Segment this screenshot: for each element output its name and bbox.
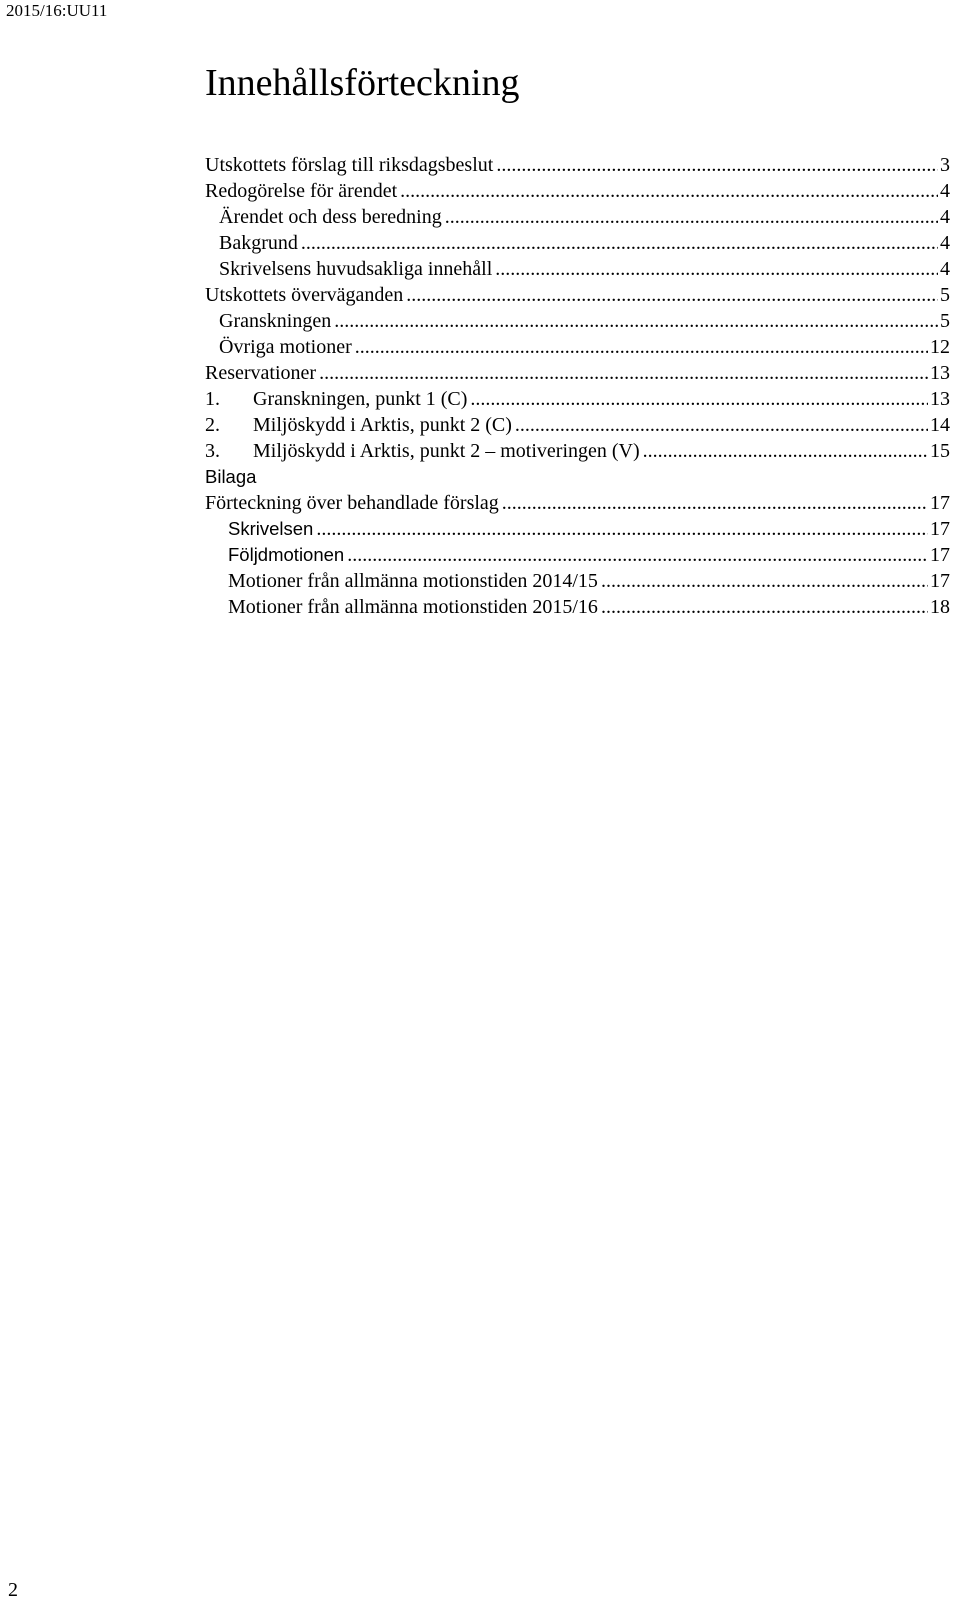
toc-entry-label: Miljöskydd i Arktis, punkt 2 – motiveringen (V) bbox=[253, 440, 640, 462]
toc-entry-ovriga-motioner[interactable] bbox=[205, 334, 950, 360]
toc-entry-label: Skrivelsen bbox=[228, 518, 314, 539]
toc-entry-label: Miljöskydd i Arktis, punkt 2 (C) bbox=[253, 414, 512, 436]
toc-entry-forteckning[interactable] bbox=[205, 490, 950, 516]
toc-entry-label: Skrivelsens huvudsakliga innehåll bbox=[219, 258, 493, 280]
toc-entry-number: 1. bbox=[205, 388, 220, 410]
toc-entry-motioner-2014-15[interactable] bbox=[205, 568, 950, 594]
dot-leader bbox=[515, 412, 928, 438]
toc-entry-page: 17 bbox=[930, 544, 950, 566]
toc-entry-page: 4 bbox=[940, 232, 950, 254]
table-of-contents bbox=[205, 152, 950, 620]
toc-entry-page: 3 bbox=[940, 154, 950, 176]
toc-entry-redogorelse[interactable] bbox=[205, 178, 950, 204]
toc-entry-label: Övriga motioner bbox=[219, 336, 352, 358]
dot-leader bbox=[301, 230, 938, 256]
toc-entry-label: Redogörelse för ärendet bbox=[205, 180, 398, 202]
toc-entry-number: 3. bbox=[205, 440, 220, 462]
toc-entry-page: 12 bbox=[930, 336, 950, 358]
toc-entry-skrivelsen[interactable] bbox=[205, 516, 950, 542]
toc-entry-label: Granskningen bbox=[219, 310, 332, 332]
page-title: Innehållsförteckning bbox=[205, 62, 520, 104]
toc-entry-page: 4 bbox=[940, 206, 950, 228]
document-id: 2015/16:UU11 bbox=[6, 1, 108, 20]
toc-entry-label: Bakgrund bbox=[219, 232, 298, 254]
dot-leader bbox=[355, 334, 928, 360]
toc-entry-label: Utskottets förslag till riksdagsbeslut bbox=[205, 154, 494, 176]
toc-entry-label: Utskottets överväganden bbox=[205, 284, 404, 306]
toc-entry-page: 5 bbox=[940, 310, 950, 332]
dot-leader bbox=[406, 282, 938, 308]
dot-leader bbox=[601, 594, 928, 620]
toc-entry-bakgrund[interactable] bbox=[205, 230, 950, 256]
toc-entry-page: 13 bbox=[930, 362, 950, 384]
toc-entry-reservationer[interactable] bbox=[205, 360, 950, 386]
toc-entry-page: 17 bbox=[930, 492, 950, 514]
toc-entry-foljdmotionen[interactable] bbox=[205, 542, 950, 568]
toc-entry-granskningen[interactable] bbox=[205, 308, 950, 334]
toc-entry-label: Motioner från allmänna motionstiden 2014/15 bbox=[228, 570, 598, 592]
dot-leader bbox=[334, 308, 938, 334]
toc-entry-label: Granskningen, punkt 1 (C) bbox=[253, 388, 468, 410]
dot-leader bbox=[643, 438, 928, 464]
toc-entry-page: 18 bbox=[930, 596, 950, 618]
toc-entry-arendet[interactable] bbox=[205, 204, 950, 230]
toc-entry-page: 17 bbox=[930, 518, 950, 540]
dot-leader bbox=[496, 152, 938, 178]
toc-entry-label: Förteckning över behandlade förslag bbox=[205, 492, 499, 514]
toc-entry-utskottets-forslag[interactable] bbox=[205, 152, 950, 178]
dot-leader bbox=[601, 568, 928, 594]
dot-leader bbox=[502, 490, 928, 516]
dot-leader bbox=[470, 386, 928, 412]
toc-entry-label: Följdmotionen bbox=[228, 544, 345, 565]
toc-entry-page: 5 bbox=[940, 284, 950, 306]
toc-entry-reservation-2[interactable] bbox=[205, 412, 950, 438]
toc-entry-label: Motioner från allmänna motionstiden 2015/16 bbox=[228, 596, 598, 618]
toc-entry-label: Ärendet och dess beredning bbox=[219, 206, 442, 228]
toc-entry-page: 17 bbox=[930, 570, 950, 592]
toc-entry-reservation-3[interactable] bbox=[205, 438, 950, 464]
toc-entry-label: Bilaga bbox=[205, 466, 257, 487]
toc-entry-skrivelsens-innehall[interactable] bbox=[205, 256, 950, 282]
toc-entry-page: 14 bbox=[930, 414, 950, 436]
dot-leader bbox=[400, 178, 938, 204]
toc-entry-number: 2. bbox=[205, 414, 220, 436]
dot-leader bbox=[319, 360, 928, 386]
page-number: 2 bbox=[8, 1579, 18, 1601]
dot-leader bbox=[347, 542, 928, 568]
toc-entry-page: 4 bbox=[940, 258, 950, 280]
dot-leader bbox=[495, 256, 938, 282]
toc-entry-bilaga[interactable] bbox=[205, 464, 950, 490]
toc-entry-page: 13 bbox=[930, 388, 950, 410]
toc-entry-overvaganden[interactable] bbox=[205, 282, 950, 308]
toc-entry-page: 15 bbox=[930, 440, 950, 462]
toc-entry-label: Reservationer bbox=[205, 362, 317, 384]
dot-leader bbox=[316, 516, 928, 542]
toc-entry-page: 4 bbox=[940, 180, 950, 202]
toc-entry-motioner-2015-16[interactable] bbox=[205, 594, 950, 620]
toc-entry-reservation-1[interactable] bbox=[205, 386, 950, 412]
dot-leader bbox=[445, 204, 938, 230]
